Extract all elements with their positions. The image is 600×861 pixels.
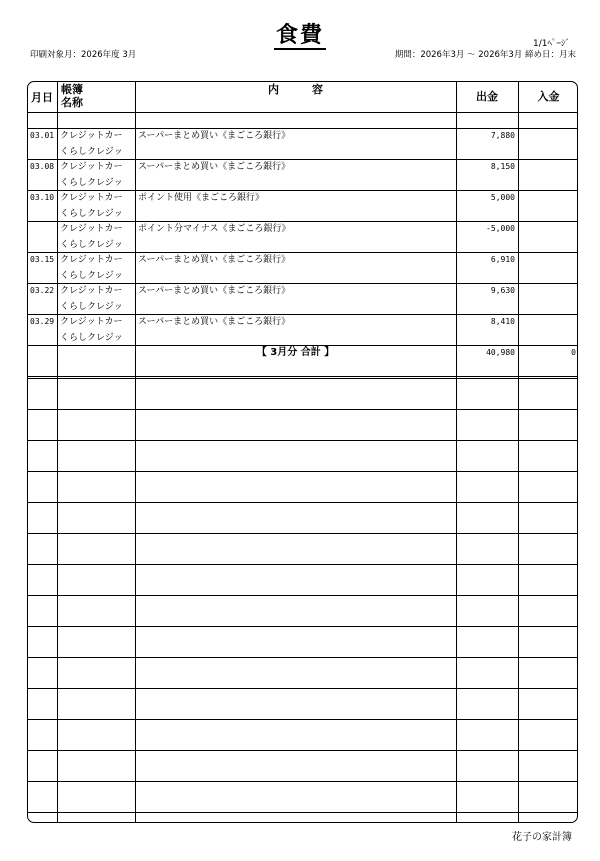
row-divider [28,440,577,441]
entry-date: 03.15 [30,255,55,264]
entry-sub-account: くらしクレジッ [60,147,123,157]
page-number: 1/1ﾍﾟｰｼﾞ [533,39,570,49]
row-divider [28,564,577,565]
row-divider [28,750,577,751]
row-divider [28,190,577,191]
row-divider [28,595,577,596]
entry-sub-account: くらしクレジッ [60,333,123,343]
entry-expense: 5,000 [490,193,515,202]
row-divider [28,378,577,379]
page-title: 食費 [275,23,324,48]
row-divider [28,471,577,472]
entry-sub-account: くらしクレジッ [60,271,123,281]
entry-expense: 7,880 [490,131,515,140]
entry-account: クレジットカー [60,193,123,203]
row-divider [28,283,577,284]
entry-expense: 9,630 [490,286,515,295]
entry-date: 03.01 [30,131,55,140]
entry-sub-account: くらしクレジッ [60,209,123,219]
row-divider [28,812,577,813]
entry-account: クレジットカー [60,317,123,327]
entry-content: スーパーまとめ買い《まごころ銀行》 [138,131,291,141]
row-divider [28,128,577,129]
entry-expense: 8,410 [490,317,515,326]
header-income: 入金 [537,90,560,103]
entry-sub-account: くらしクレジッ [60,240,123,250]
total-income: 0 [571,348,576,357]
row-divider [28,112,577,113]
entry-date: 03.22 [30,286,55,295]
row-divider [28,314,577,315]
entry-content: スーパーまとめ買い《まごころ銀行》 [138,317,291,327]
entry-content: スーパーまとめ買い《まごころ銀行》 [138,286,291,296]
entry-date: 03.29 [30,317,55,326]
target-month: 印刷対象月：2026年度 3月 [30,50,137,60]
entry-account: クレジットカー [60,286,123,296]
col-divider [57,82,58,822]
entry-account: クレジットカー [60,224,123,234]
row-divider [28,345,577,346]
entry-content: ポイント分マイナス《まごころ銀行》 [138,224,291,234]
entry-account: クレジットカー [60,162,123,172]
period-info: 期間：2026年3月 ～ 2026年3月 締め日：月末 [394,50,576,60]
header-expense: 出金 [476,90,498,103]
entry-date: 03.08 [30,162,55,171]
header-date: 月日 [31,91,53,104]
entry-account: クレジットカー [60,131,123,141]
row-divider [28,533,577,534]
row-divider [28,221,577,222]
entry-content: スーパーまとめ買い《まごころ銀行》 [138,255,291,265]
row-divider [28,159,577,160]
footer-ledger-name: 花子の家計簿 [512,832,572,843]
entry-content: スーパーまとめ買い《まごころ銀行》 [138,162,291,172]
header-account: 帳簿 [61,83,83,96]
row-divider [28,376,577,377]
row-divider [28,409,577,410]
header-content: 内 容 [268,83,323,96]
entry-expense: 8,150 [490,162,515,171]
entry-expense: -5,000 [486,224,515,233]
total-expense: 40,980 [486,348,515,357]
row-divider [28,252,577,253]
entry-account: クレジットカー [60,255,123,265]
entry-expense: 6,910 [490,255,515,264]
entry-sub-account: くらしクレジッ [60,302,123,312]
row-divider [28,657,577,658]
col-divider [135,82,136,822]
row-divider [28,502,577,503]
row-divider [28,626,577,627]
entry-sub-account: くらしクレジッ [60,178,123,188]
row-divider [28,719,577,720]
header-account-name: 名称 [61,96,83,109]
row-divider [28,688,577,689]
col-divider [518,82,519,822]
row-divider [28,781,577,782]
entry-content: ポイント使用《まごころ銀行》 [138,193,265,203]
entry-date: 03.10 [30,193,55,202]
total-label: 【 3月分 合計 】 [256,347,335,358]
ledger-table [27,81,578,823]
